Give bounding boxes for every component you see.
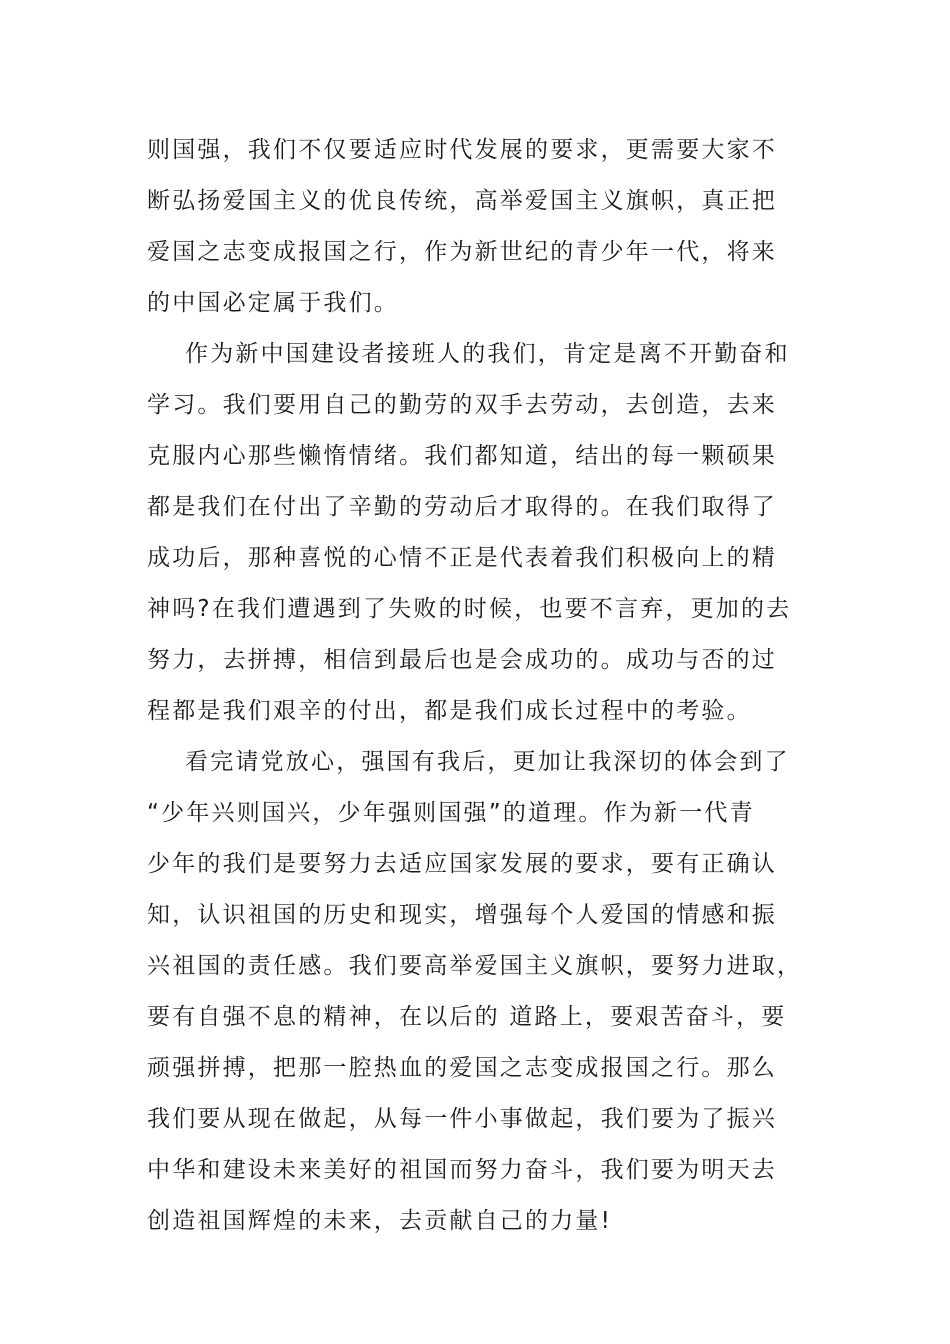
text-line: 神吗?在我们遭遇到了失败的时候，也要不言弃，更加的去 [147,596,792,622]
text-line: 学习。我们要用自己的勤劳的双手去劳动，去创造，去来 [147,392,777,418]
text-line: 少年的我们是要努力去适应国家发展的要求，要有正确认 [147,851,777,877]
text-line: 都是我们在付出了辛勤的劳动后才取得的。在我们取得了 [147,494,777,520]
text-line: 断弘扬爱国主义的优良传统，高举爱国主义旗帜，真正把 [147,188,777,214]
text-line: 努力，去拼搏，相信到最后也是会成功的。成功与否的过 [147,647,777,673]
text-line: 成功后，那种喜悦的心情不正是代表着我们积极向上的精 [147,545,777,571]
text-line: 我们要从现在做起，从每一件小事做起，我们要为了振兴 [147,1106,777,1132]
paragraph-first-line: 看完请党放心，强国有我后，更加让我深切的体会到了 [185,749,790,775]
text-line: 顽强拼搏，把那一腔热血的爱国之志变成报国之行。那么 [147,1055,777,1081]
paragraph-first-line: 作为新中国建设者接班人的我们，肯定是离不开勤奋和 [185,341,790,367]
text-line: 克服内心那些懒惰情绪。我们都知道，结出的每一颗硕果 [147,443,777,469]
text-line: 的中国必定属于我们。 [147,290,399,316]
text-line: 程都是我们艰辛的付出，都是我们成长过程中的考验。 [147,698,752,724]
text-line: 爱国之志变成报国之行，作为新世纪的青少年一代，将来 [147,239,777,265]
text-line: 知，认识祖国的历史和现实，增强每个人爱国的情感和振 [147,902,777,928]
text-line: “少年兴则国兴，少年强则国强”的道理。作为新一代青 [147,800,755,826]
text-line: 兴祖国的责任感。我们要高举爱国主义旗帜，要努力进取， [147,953,803,979]
text-line: 创造祖国辉煌的未来，去贡献自己的力量! [147,1208,613,1234]
text-line: 要有自强不息的精神，在以后的 道路上，要艰苦奋斗，要 [147,1004,787,1030]
text-line: 则国强，我们不仅要适应时代发展的要求，更需要大家不 [147,137,777,163]
text-line: 中华和建设未来美好的祖国而努力奋斗，我们要为明天去 [147,1157,777,1183]
